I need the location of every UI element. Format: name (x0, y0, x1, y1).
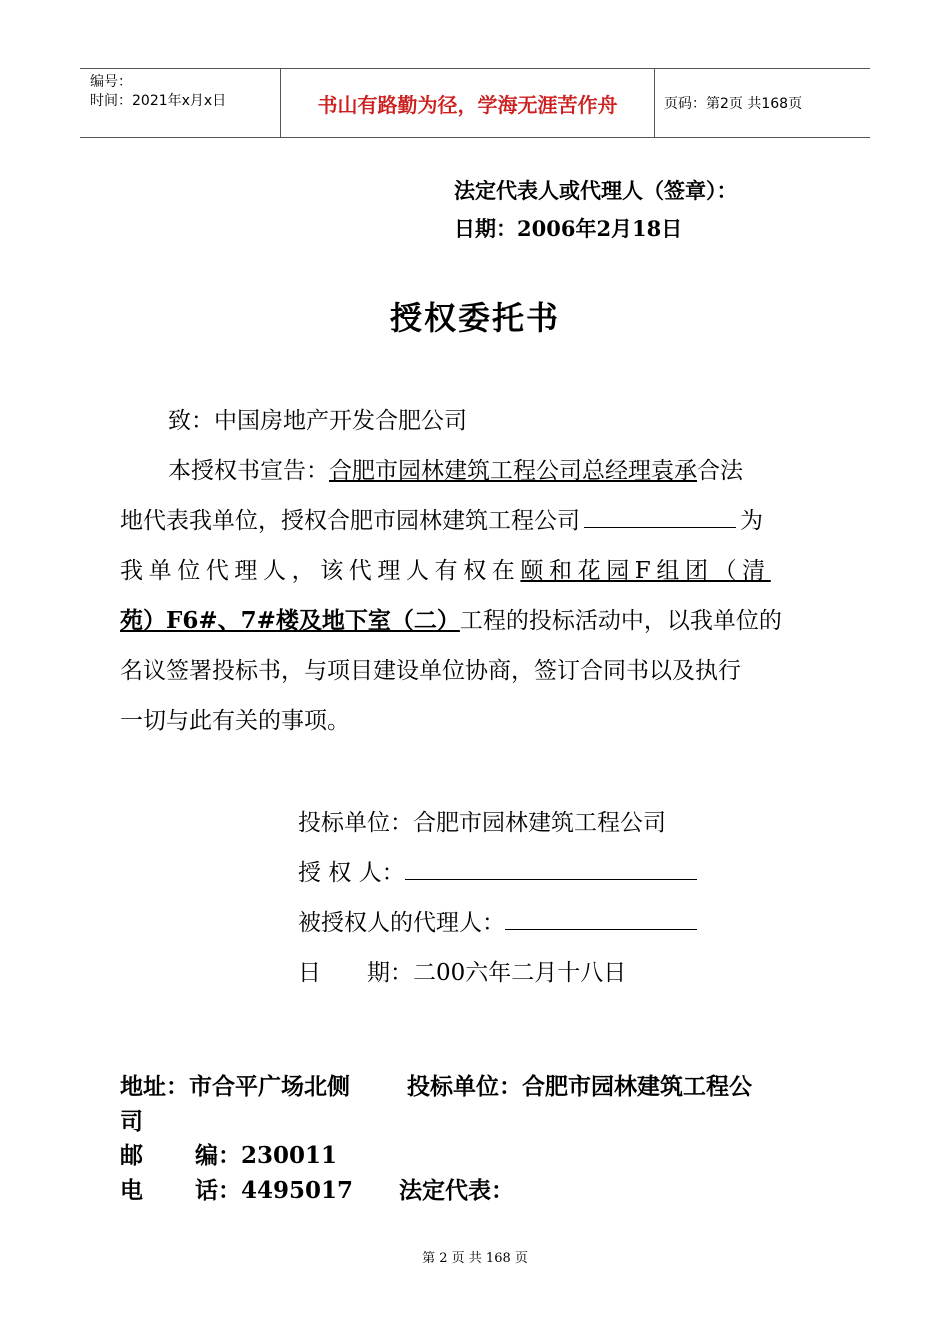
phone: 话：4495017 (195, 1177, 354, 1204)
header-meta (80, 69, 280, 137)
phone-row: 电 话：4495017 法定代表： (120, 1177, 515, 1204)
agent-blank (584, 505, 736, 528)
company-manager: 合肥市园林建筑工程公司总经理袁承 (329, 458, 697, 484)
project-name: 颐和花园F组团（清 (520, 558, 771, 584)
header-motto: 书山有路勤为径，学海无涯苦作舟 (280, 69, 655, 137)
date-line: 日期：2006年2月18日 (454, 216, 683, 241)
body-line-6: 一切与此有关的事项。 (120, 708, 350, 734)
body-line-1: 本授权书宣告：合肥市园林建筑工程公司总经理袁承合法 (168, 458, 743, 484)
bidder-unit: 投标单位：合肥市园林建筑工程公司 (298, 810, 666, 836)
addressee: 致：中国房地产开发合肥公司 (168, 408, 467, 434)
header-time: 时间：2021年x月x日 (90, 93, 227, 109)
body-line-5: 名议签署投标书，与项目建设单位协商，签订合同书以及执行 (120, 658, 741, 684)
signature-line: 法定代表人或代理人（签章）： (454, 178, 738, 203)
header-number: 编号： (90, 74, 132, 90)
postcode-row: 邮 编：230011 (120, 1142, 338, 1169)
page-number: 第 2 页 共 168 页 (422, 1251, 528, 1266)
body-line-2: 地代表我单位，授权合肥市园林建筑工程公司 为 (120, 496, 832, 546)
body-line-4: 苑）F6#、7#楼及地下室（二）工程的投标活动中，以我单位的 (120, 607, 782, 634)
body-line-3: 我单位代理人，该代理人有权在颐和花园F组团（清 (120, 558, 771, 584)
address: 地址：市合平广场北侧 (120, 1073, 350, 1100)
project-name-cont: 苑）F6#、7#楼及地下室（二） (120, 607, 460, 634)
agent-row: 被授权人的代理人： (298, 904, 697, 937)
agent-signature-blank (505, 907, 697, 930)
footer-bidder: 投标单位：合肥市园林建筑工程公 (407, 1073, 752, 1100)
postcode: 编：230011 (195, 1142, 338, 1169)
sign-date: 日 期：二00六年二月十八日 (298, 960, 627, 986)
document-title: 授权委托书 (389, 299, 560, 337)
page-header (80, 68, 870, 138)
header-page-info: 页码：第2页 共168页 (664, 96, 803, 112)
authorizer-blank (405, 857, 697, 880)
letter-body (120, 396, 832, 746)
authorizer-row: 授 权 人： (298, 854, 697, 887)
footer-bidder-wrap: 司 (120, 1108, 143, 1135)
address-row (120, 1068, 752, 1101)
legal-rep: 法定代表： (399, 1177, 515, 1204)
